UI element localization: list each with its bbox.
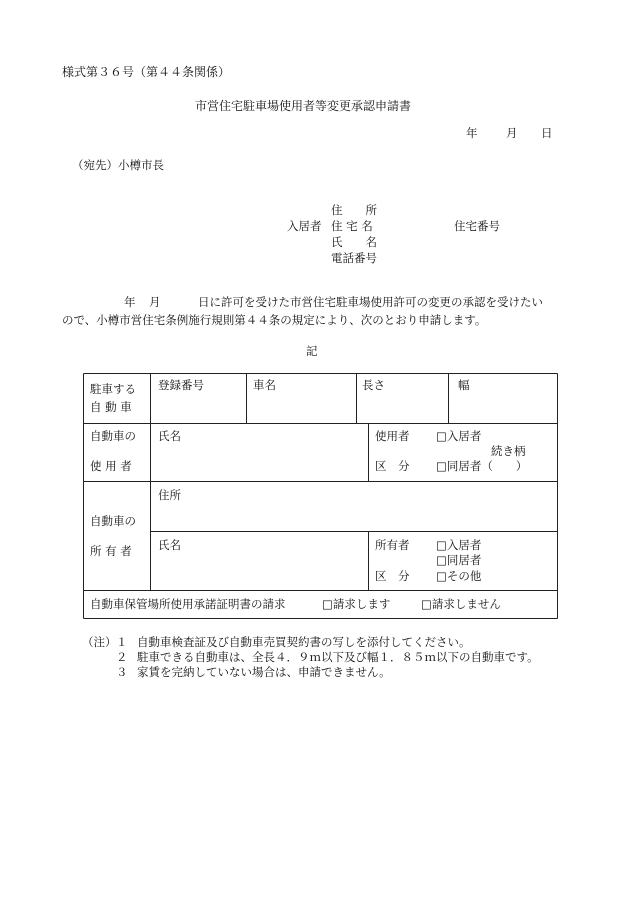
relationship-label: 続き柄	[491, 444, 526, 458]
certificate-request-label: 自動車保管場所使用承諾証明書の請求	[90, 597, 286, 611]
owner-type-label-2: 区 分	[375, 569, 410, 583]
form-number: 様式第３６号（第４４条関係）	[62, 65, 231, 79]
user-type-label-1: 使用者	[375, 429, 410, 443]
addressee: （宛先）小樽市長	[72, 158, 164, 172]
user-cohabitant-checkbox[interactable]: □同居者（ ）	[436, 459, 528, 473]
note-number-3: ３	[116, 665, 128, 679]
ki-heading: 記	[306, 344, 318, 358]
name-label: 氏 名	[331, 235, 377, 249]
certificate-request-yes-checkbox[interactable]: □請求します	[322, 597, 391, 611]
note-number-2: ２	[116, 650, 128, 664]
car-header-line1: 駐車する	[90, 382, 136, 396]
form-title: 市営住宅駐車場使用者等変更承認申請書	[195, 99, 412, 113]
car-width-label: 幅	[458, 378, 470, 392]
note-text-1: 自動車検査証及び自動車売買契約書の写しを添付してください。	[137, 635, 471, 649]
body-text-line1: 日に許可を受けた市営住宅駐車場使用許可の変更の承認を受けたい	[198, 295, 543, 309]
user-resident-checkbox[interactable]: □入居者	[436, 429, 482, 443]
date-day-label: 日	[541, 126, 553, 140]
note-text-2: 駐車できる自動車は、全長４．９ｍ以下及び幅１．８５ｍ以下の自動車です。	[137, 650, 539, 664]
user-type-label-2: 区 分	[375, 459, 410, 473]
owner-address-label: 住所	[158, 488, 181, 502]
owner-other-checkbox[interactable]: □その他	[436, 569, 482, 583]
resident-label: 入居者	[287, 219, 322, 233]
user-name-label: 氏名	[158, 429, 181, 443]
body-year-label: 年	[124, 295, 136, 309]
certificate-request-no-checkbox[interactable]: □請求しません	[421, 597, 501, 611]
user-header-line1: 自動車の	[90, 429, 136, 443]
phone-label: 電話番号	[331, 251, 377, 265]
owner-header-line1: 自動車の	[90, 514, 136, 528]
note-number-1: １	[116, 635, 128, 649]
owner-name-label: 氏名	[158, 538, 181, 552]
address-label: 住 所	[331, 203, 377, 217]
car-length-label: 長さ	[362, 378, 385, 392]
car-model-label: 車名	[253, 378, 276, 392]
owner-cohabitant-checkbox[interactable]: □同居者	[436, 553, 482, 567]
date-month-label: 月	[506, 126, 518, 140]
owner-header-line2: 所 有 者	[90, 544, 132, 558]
date-year-label: 年	[466, 126, 478, 140]
owner-resident-checkbox[interactable]: □入居者	[436, 538, 482, 552]
registration-number-label: 登録番号	[158, 378, 204, 392]
housing-number-label: 住宅番号	[454, 219, 500, 233]
note-text-3: 家賃を完納していない場合は、申請できません。	[137, 665, 391, 679]
notes-prefix: （注）	[82, 635, 117, 649]
housing-name-label: 住 宅 名	[331, 219, 373, 233]
body-month-label: 月	[149, 295, 161, 309]
owner-type-label-1: 所有者	[375, 538, 410, 552]
car-header-line2: 自 動 車	[90, 400, 132, 414]
user-header-line2: 使 用 者	[90, 459, 132, 473]
body-text-line2: ので、小樽市営住宅条例施行規則第４４条の規定により、次のとおり申請します。	[62, 313, 487, 327]
